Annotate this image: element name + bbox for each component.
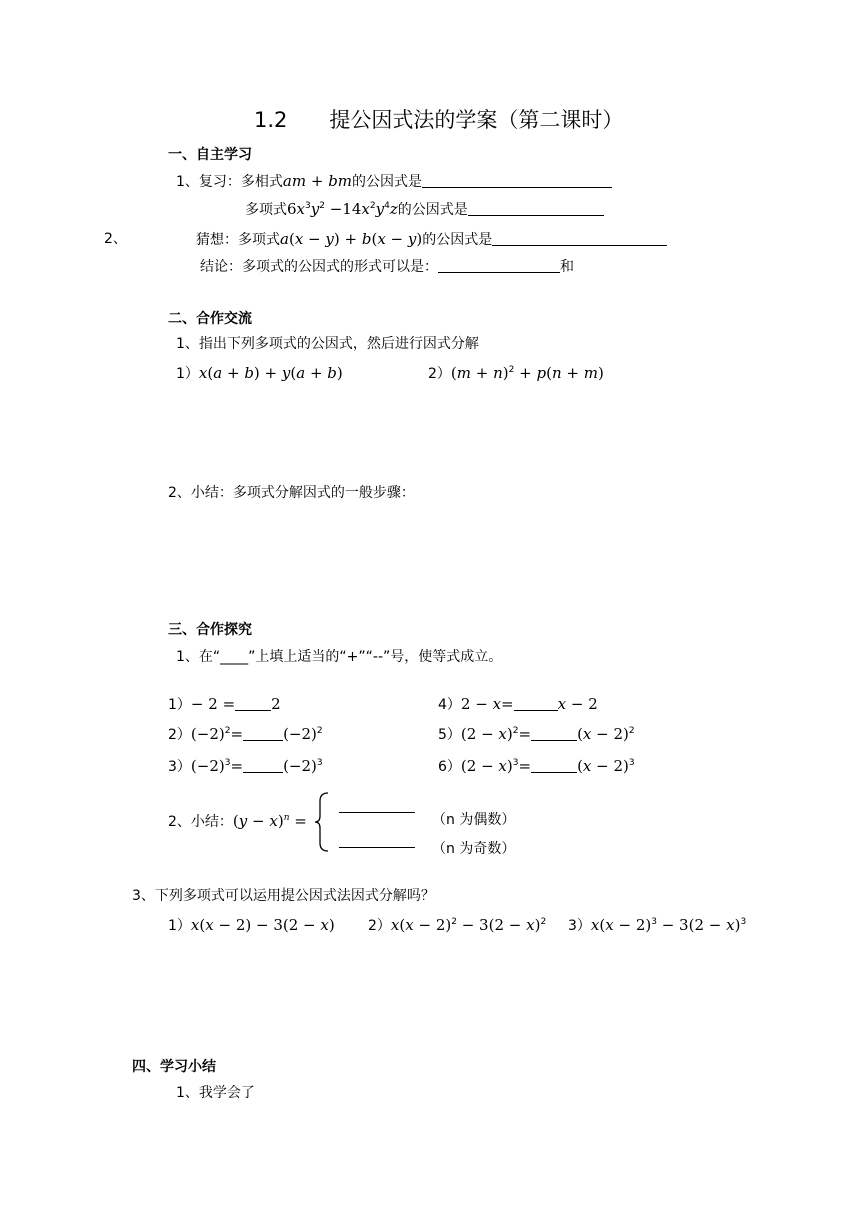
answer-blank[interactable]: [492, 231, 667, 246]
summary-prefix: 2、小结：: [168, 814, 233, 830]
answer-blank[interactable]: [422, 173, 612, 188]
section-3-heading: 三、合作探究: [168, 622, 252, 638]
explore-item-6: $6)(2 - x)^3= (x - 2)^3$: [438, 757, 635, 775]
factor-item-3: $3)x(x - 2)^3 - 3(2 - x)^3$: [568, 916, 747, 934]
even-answer-blank[interactable]: [339, 812, 415, 813]
item-number: 1）: [168, 918, 191, 934]
item-number: 1）: [168, 697, 191, 713]
sign-blank[interactable]: [531, 758, 577, 773]
explore-item-5: $5)(2 - x)^2= (x - 2)^2$: [438, 725, 635, 743]
item-number: 2）: [428, 366, 451, 382]
conclusion: [200, 258, 574, 276]
odd-answer-blank[interactable]: [339, 847, 415, 848]
explore-summary: 2、小结：$(y - x)^n$ =: [168, 812, 307, 830]
explore-item-3: $3)(-2)^3= (-2)^3$: [168, 757, 323, 775]
conclusion-text: 结论：多项式的公因式的形式可以是：: [200, 259, 438, 275]
review-question: 1、复习：多相式am + bm的公因式是: [176, 172, 612, 191]
even-label: （n 为偶数）: [432, 812, 516, 828]
answer-blank[interactable]: [468, 201, 604, 216]
sign-blank[interactable]: [243, 758, 283, 773]
explore-question: 1、在“____”上填上适当的“+”“--”号，使等式成立。: [176, 649, 503, 665]
sign-blank[interactable]: [243, 726, 283, 741]
odd-label: （n 为奇数）: [432, 841, 516, 857]
exchange-question: 1、指出下列多项式的公因式，然后进行因式分解: [176, 336, 479, 352]
item-number: 2）: [368, 918, 391, 934]
item-number: 5）: [438, 727, 461, 743]
expr-am-bm: am: [282, 172, 307, 190]
item-number: 6）: [438, 759, 461, 775]
section-2-heading: 二、合作交流: [168, 311, 252, 327]
section-4-heading: 四、学习小结: [132, 1059, 216, 1075]
sign-blank[interactable]: [235, 696, 271, 711]
guess-number: 2、: [104, 231, 127, 247]
explore-item-1: 1）− 2 = 2: [168, 695, 281, 713]
sign-blank[interactable]: [514, 696, 558, 711]
item-number: 1）: [176, 366, 199, 382]
learned-prompt: 1、我学会了: [176, 1085, 255, 1101]
review-b-prefix: 多项式: [245, 202, 287, 218]
item-number: 2）: [168, 727, 191, 743]
exchange-summary: 2、小结：多项式分解因式的一般步骤：: [168, 485, 415, 501]
sign-blank[interactable]: [531, 726, 577, 741]
guess-suffix: 的公因式是: [422, 232, 493, 248]
item-number: 3）: [168, 759, 191, 775]
review-prefix: 1、复习：多相式: [176, 174, 283, 190]
item-number: 4）: [438, 697, 461, 713]
explore-item-4: 4）2 − x= x − 2: [438, 695, 598, 713]
conclusion-and: 和: [560, 259, 574, 275]
guess-question: 猜想：多项式a(x − y) + b(x − y)的公因式是: [196, 230, 667, 249]
guess-prefix: 猜想：多项式: [196, 232, 280, 248]
section-1-heading: 一、自主学习: [168, 147, 252, 163]
exchange-item-1: 1）x(a + b) + y(a + b): [176, 364, 343, 382]
page-title: 1.2 提公因式法的学案（第二课时）: [254, 108, 624, 132]
factor-item-2: $2)x(x - 2)^2 - 3(2 - x)^2$: [368, 916, 547, 934]
factor-item-1: 1）x(x − 2) − 3(2 − x): [168, 916, 335, 934]
review-suffix: 的公因式是: [352, 174, 423, 190]
review-b-suffix: 的公因式是: [397, 202, 468, 218]
left-brace-icon: [313, 791, 331, 853]
answer-blank[interactable]: [438, 258, 560, 273]
exchange-item-2: $2)(m + n)^2 + p(n + m)$: [428, 364, 604, 382]
item-number: 3）: [568, 918, 591, 934]
review-question-b: 多项式$6x^3y^2 -14x^2y^4z$的公因式是: [245, 200, 604, 219]
factor-question: 3、下列多项式可以运用提公因式法因式分解吗？: [132, 888, 435, 904]
explore-item-2: $2)(-2)^2= (-2)^2$: [168, 725, 323, 743]
